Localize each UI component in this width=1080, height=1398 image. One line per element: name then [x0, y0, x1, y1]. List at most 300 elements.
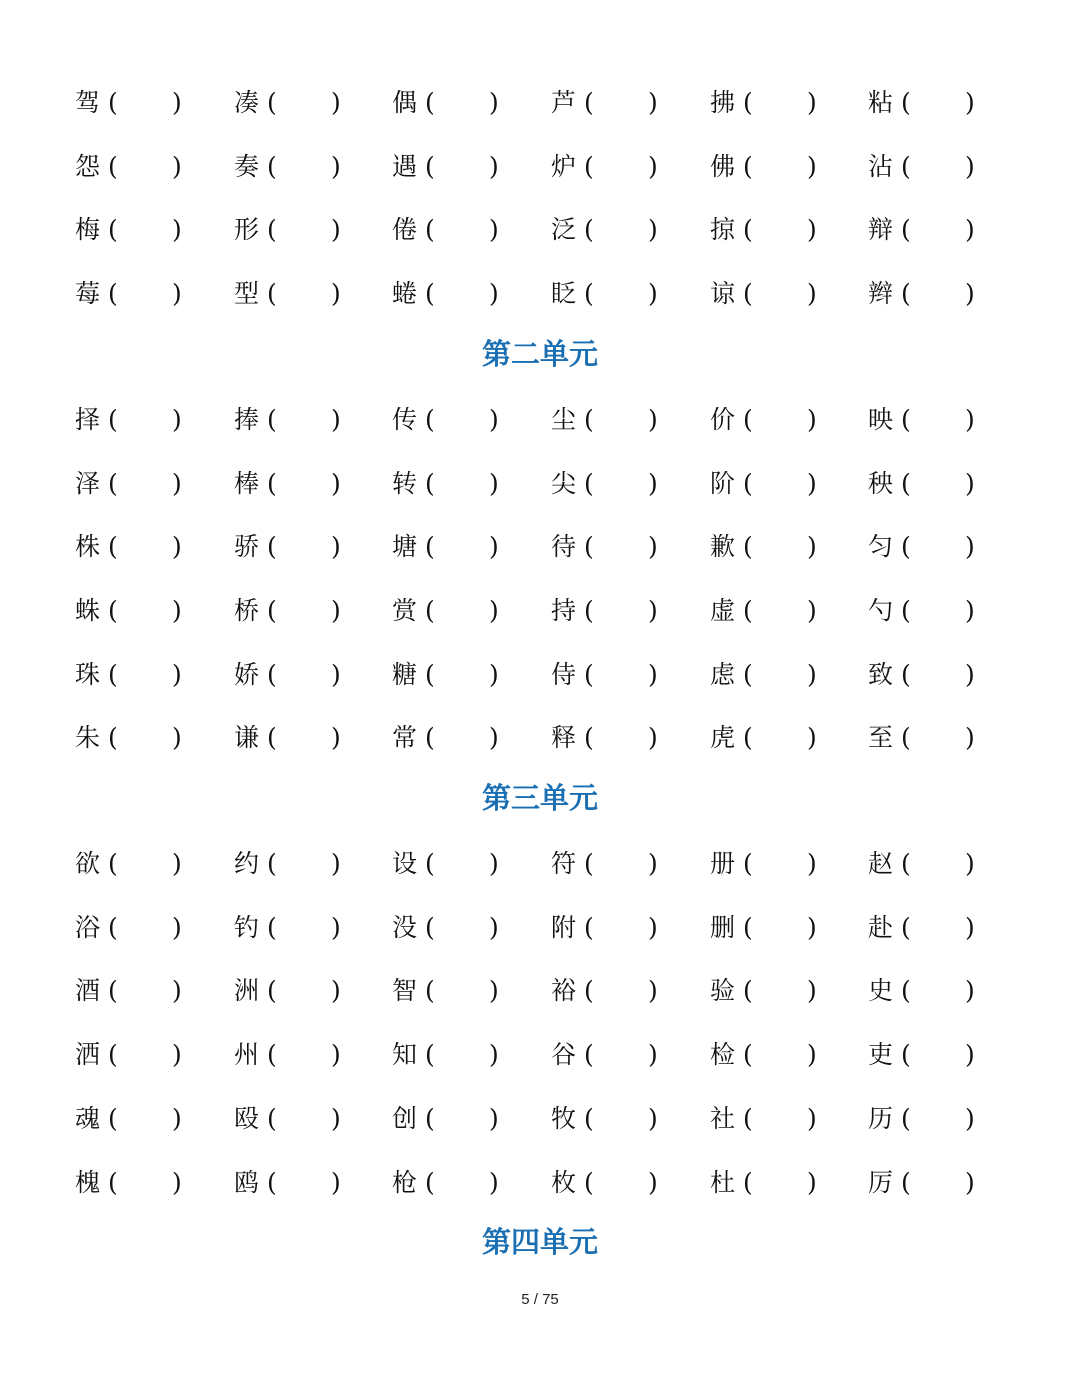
- char-item: [234, 718, 341, 758]
- char-item: [551, 908, 658, 948]
- close-paren: ): [172, 595, 182, 625]
- character: 尘: [551, 404, 577, 434]
- char-item: [868, 527, 975, 567]
- character: 致: [868, 659, 894, 689]
- character: 莓: [75, 279, 101, 309]
- close-paren: ): [807, 532, 817, 562]
- char-item: [392, 527, 499, 567]
- char-row: [0, 844, 1080, 884]
- character: 检: [710, 1040, 736, 1070]
- close-paren: ): [172, 1040, 182, 1070]
- close-paren: ): [489, 595, 499, 625]
- open-paren: (: [901, 595, 911, 625]
- character: 捧: [234, 404, 260, 434]
- close-paren: ): [172, 1167, 182, 1197]
- char-item: [868, 1035, 975, 1075]
- close-paren: ): [807, 468, 817, 498]
- section-title: 第四单元: [481, 1225, 598, 1260]
- character: 沾: [868, 151, 894, 181]
- char-item: [551, 1035, 658, 1075]
- open-paren: (: [584, 215, 594, 245]
- close-paren: ): [489, 532, 499, 562]
- char-row: [0, 1035, 1080, 1075]
- close-paren: ): [648, 1103, 658, 1133]
- close-paren: ): [172, 215, 182, 245]
- char-item: [710, 274, 817, 314]
- character: 洲: [234, 976, 260, 1006]
- open-paren: (: [267, 532, 277, 562]
- open-paren: (: [901, 279, 911, 309]
- close-paren: ): [965, 88, 975, 117]
- close-paren: ): [648, 595, 658, 625]
- char-item: [868, 591, 975, 631]
- character: 泽: [75, 468, 101, 498]
- close-paren: ): [489, 468, 499, 498]
- char-item: [710, 1163, 817, 1203]
- open-paren: (: [108, 595, 118, 625]
- close-paren: ): [807, 1103, 817, 1133]
- open-paren: (: [108, 404, 118, 434]
- char-item: [392, 1099, 499, 1139]
- close-paren: ): [331, 279, 341, 309]
- close-paren: ): [331, 912, 341, 942]
- character: 眨: [551, 279, 577, 309]
- char-item: [551, 971, 658, 1011]
- char-item: [868, 274, 975, 314]
- char-item: [710, 1035, 817, 1075]
- close-paren: ): [489, 88, 499, 117]
- character: 珠: [75, 659, 101, 689]
- close-paren: ): [489, 1040, 499, 1070]
- close-paren: ): [172, 849, 182, 878]
- close-paren: ): [489, 912, 499, 942]
- character: 传: [392, 404, 418, 434]
- open-paren: (: [584, 1167, 594, 1197]
- character: 遇: [392, 151, 418, 181]
- close-paren: ): [172, 976, 182, 1006]
- open-paren: (: [108, 976, 118, 1006]
- char-item: [234, 1035, 341, 1075]
- char-item: [868, 147, 975, 187]
- char-item: [392, 971, 499, 1011]
- close-paren: ): [331, 1040, 341, 1070]
- character: 骄: [234, 532, 260, 562]
- char-item: [710, 655, 817, 695]
- character: 侍: [551, 659, 577, 689]
- char-item: [392, 83, 499, 123]
- close-paren: ): [648, 404, 658, 434]
- close-paren: ): [172, 912, 182, 942]
- character: 倦: [392, 215, 418, 245]
- open-paren: (: [425, 912, 435, 942]
- char-item: [392, 1163, 499, 1203]
- char-item: [75, 147, 182, 187]
- open-paren: (: [584, 912, 594, 942]
- char-item: [75, 1035, 182, 1075]
- close-paren: ): [965, 404, 975, 434]
- char-item: [868, 908, 975, 948]
- char-item: [392, 655, 499, 695]
- character: 偶: [392, 88, 418, 117]
- open-paren: (: [584, 1040, 594, 1070]
- open-paren: (: [425, 151, 435, 181]
- close-paren: ): [807, 88, 817, 117]
- open-paren: (: [743, 468, 753, 498]
- character: 朱: [75, 723, 101, 753]
- open-paren: (: [584, 532, 594, 562]
- open-paren: (: [901, 151, 911, 181]
- close-paren: ): [489, 1103, 499, 1133]
- char-item: [868, 210, 975, 250]
- open-paren: (: [425, 659, 435, 689]
- character: 洒: [75, 1040, 101, 1070]
- open-paren: (: [267, 404, 277, 434]
- close-paren: ): [331, 849, 341, 878]
- character: 糖: [392, 659, 418, 689]
- character: 删: [710, 912, 736, 942]
- open-paren: (: [584, 659, 594, 689]
- char-item: [234, 400, 341, 440]
- open-paren: (: [108, 532, 118, 562]
- char-row: [0, 274, 1080, 314]
- open-paren: (: [108, 723, 118, 753]
- close-paren: ): [965, 468, 975, 498]
- close-paren: ): [965, 849, 975, 878]
- close-paren: ): [331, 595, 341, 625]
- char-item: [710, 908, 817, 948]
- open-paren: (: [584, 595, 594, 625]
- char-row: [0, 400, 1080, 440]
- close-paren: ): [489, 849, 499, 878]
- character: 掠: [710, 215, 736, 245]
- character: 虑: [710, 659, 736, 689]
- open-paren: (: [901, 215, 911, 245]
- char-row: [0, 83, 1080, 123]
- character: 酒: [75, 976, 101, 1006]
- open-paren: (: [425, 1167, 435, 1197]
- open-paren: (: [425, 723, 435, 753]
- open-paren: (: [267, 88, 277, 117]
- char-row: [0, 464, 1080, 504]
- open-paren: (: [425, 1040, 435, 1070]
- char-item: [75, 844, 182, 884]
- close-paren: ): [965, 215, 975, 245]
- char-item: [234, 844, 341, 884]
- char-row: [0, 1163, 1080, 1203]
- character: 塘: [392, 532, 418, 562]
- character: 钓: [234, 912, 260, 942]
- character: 粘: [868, 88, 894, 117]
- character: 谦: [234, 723, 260, 753]
- close-paren: ): [331, 659, 341, 689]
- close-paren: ): [331, 404, 341, 434]
- character: 册: [710, 849, 736, 878]
- open-paren: (: [901, 532, 911, 562]
- section-title: 第三单元: [481, 781, 598, 815]
- close-paren: ): [648, 659, 658, 689]
- char-row: [0, 147, 1080, 187]
- open-paren: (: [425, 1103, 435, 1133]
- character: 娇: [234, 659, 260, 689]
- char-item: [868, 400, 975, 440]
- char-row: [0, 591, 1080, 631]
- open-paren: (: [743, 88, 753, 117]
- open-paren: (: [743, 912, 753, 942]
- char-item: [551, 1099, 658, 1139]
- close-paren: ): [965, 532, 975, 562]
- open-paren: (: [743, 215, 753, 245]
- close-paren: ): [489, 723, 499, 753]
- open-paren: (: [743, 659, 753, 689]
- open-paren: (: [743, 532, 753, 562]
- open-paren: (: [425, 468, 435, 498]
- char-item: [75, 527, 182, 567]
- character: 虚: [710, 595, 736, 625]
- character: 附: [551, 912, 577, 942]
- open-paren: (: [584, 723, 594, 753]
- character: 勺: [868, 595, 894, 625]
- open-paren: (: [267, 279, 277, 309]
- char-item: [551, 844, 658, 884]
- open-paren: (: [584, 468, 594, 498]
- char-item: [234, 83, 341, 123]
- char-row: [0, 527, 1080, 567]
- close-paren: ): [807, 1040, 817, 1070]
- character: 枚: [551, 1167, 577, 1197]
- open-paren: (: [108, 151, 118, 181]
- char-item: [868, 971, 975, 1011]
- character: 谷: [551, 1040, 577, 1070]
- character: 株: [75, 532, 101, 562]
- close-paren: ): [331, 468, 341, 498]
- char-item: [75, 971, 182, 1011]
- close-paren: ): [331, 723, 341, 753]
- open-paren: (: [108, 279, 118, 309]
- close-paren: ): [489, 151, 499, 181]
- open-paren: (: [108, 659, 118, 689]
- char-item: [551, 718, 658, 758]
- char-item: [392, 210, 499, 250]
- page-number: 5 / 75: [521, 1291, 559, 1308]
- open-paren: (: [901, 404, 911, 434]
- open-paren: (: [108, 468, 118, 498]
- close-paren: ): [489, 215, 499, 245]
- char-item: [868, 1099, 975, 1139]
- open-paren: (: [267, 1103, 277, 1133]
- character: 槐: [75, 1167, 101, 1197]
- character: 虎: [710, 723, 736, 753]
- close-paren: ): [965, 723, 975, 753]
- open-paren: (: [267, 849, 277, 878]
- char-item: [551, 147, 658, 187]
- character: 至: [868, 723, 894, 753]
- open-paren: (: [425, 976, 435, 1006]
- open-paren: (: [743, 723, 753, 753]
- character: 蜷: [392, 279, 418, 309]
- character: 佛: [710, 151, 736, 181]
- close-paren: ): [172, 468, 182, 498]
- close-paren: ): [172, 151, 182, 181]
- open-paren: (: [584, 849, 594, 878]
- char-item: [392, 1035, 499, 1075]
- char-item: [868, 844, 975, 884]
- character: 蛛: [75, 595, 101, 625]
- char-item: [551, 83, 658, 123]
- close-paren: ): [489, 659, 499, 689]
- close-paren: ): [489, 404, 499, 434]
- close-paren: ): [172, 1103, 182, 1133]
- character: 枪: [392, 1167, 418, 1197]
- character: 泛: [551, 215, 577, 245]
- open-paren: (: [267, 1040, 277, 1070]
- char-item: [551, 591, 658, 631]
- close-paren: ): [965, 976, 975, 1006]
- close-paren: ): [489, 1167, 499, 1197]
- close-paren: ): [807, 595, 817, 625]
- character: 社: [710, 1103, 736, 1133]
- open-paren: (: [108, 1167, 118, 1197]
- close-paren: ): [648, 279, 658, 309]
- character: 魂: [75, 1103, 101, 1133]
- open-paren: (: [267, 468, 277, 498]
- character: 验: [710, 976, 736, 1006]
- open-paren: (: [267, 151, 277, 181]
- open-paren: (: [901, 468, 911, 498]
- char-item: [710, 718, 817, 758]
- character: 梅: [75, 215, 101, 245]
- character: 尖: [551, 468, 577, 498]
- char-item: [75, 718, 182, 758]
- character: 驾: [75, 88, 101, 117]
- close-paren: ): [331, 976, 341, 1006]
- close-paren: ): [807, 659, 817, 689]
- close-paren: ): [648, 151, 658, 181]
- open-paren: (: [425, 595, 435, 625]
- open-paren: (: [743, 1040, 753, 1070]
- open-paren: (: [108, 849, 118, 878]
- char-item: [75, 1099, 182, 1139]
- char-item: [234, 655, 341, 695]
- character: 裕: [551, 976, 577, 1006]
- char-item: [392, 844, 499, 884]
- close-paren: ): [965, 1103, 975, 1133]
- open-paren: (: [901, 659, 911, 689]
- close-paren: ): [331, 151, 341, 181]
- open-paren: (: [267, 723, 277, 753]
- char-item: [868, 1163, 975, 1203]
- open-paren: (: [425, 279, 435, 309]
- char-item: [75, 591, 182, 631]
- character: 型: [234, 279, 260, 309]
- character: 凑: [234, 88, 260, 117]
- char-row: [0, 718, 1080, 758]
- character: 形: [234, 215, 260, 245]
- close-paren: ): [648, 215, 658, 245]
- char-item: [234, 527, 341, 567]
- char-item: [551, 274, 658, 314]
- character: 价: [710, 404, 736, 434]
- close-paren: ): [648, 1040, 658, 1070]
- character: 杜: [710, 1167, 736, 1197]
- char-item: [234, 971, 341, 1011]
- open-paren: (: [425, 404, 435, 434]
- char-item: [75, 210, 182, 250]
- char-item: [75, 274, 182, 314]
- character: 拂: [710, 88, 736, 117]
- char-row: [0, 1099, 1080, 1139]
- character: 鸥: [234, 1167, 260, 1197]
- character: 殴: [234, 1103, 260, 1133]
- open-paren: (: [743, 279, 753, 309]
- char-row: [0, 655, 1080, 695]
- char-row: [0, 908, 1080, 948]
- close-paren: ): [331, 88, 341, 117]
- close-paren: ): [965, 151, 975, 181]
- character: 持: [551, 595, 577, 625]
- char-item: [710, 464, 817, 504]
- char-row: [0, 971, 1080, 1011]
- character: 辫: [868, 279, 894, 309]
- open-paren: (: [267, 912, 277, 942]
- close-paren: ): [965, 595, 975, 625]
- char-item: [710, 210, 817, 250]
- close-paren: ): [489, 279, 499, 309]
- character: 约: [234, 849, 260, 878]
- char-item: [75, 83, 182, 123]
- open-paren: (: [267, 595, 277, 625]
- character: 吏: [868, 1040, 894, 1070]
- close-paren: ): [172, 723, 182, 753]
- character: 设: [392, 849, 418, 878]
- char-item: [710, 527, 817, 567]
- character: 赴: [868, 912, 894, 942]
- char-item: [710, 83, 817, 123]
- close-paren: ): [965, 1040, 975, 1070]
- close-paren: ): [331, 532, 341, 562]
- close-paren: ): [807, 279, 817, 309]
- character: 释: [551, 723, 577, 753]
- char-item: [392, 274, 499, 314]
- char-item: [551, 210, 658, 250]
- open-paren: (: [425, 849, 435, 878]
- character: 辩: [868, 215, 894, 245]
- open-paren: (: [108, 1103, 118, 1133]
- open-paren: (: [584, 88, 594, 117]
- character: 秧: [868, 468, 894, 498]
- open-paren: (: [743, 1103, 753, 1133]
- char-item: [234, 1163, 341, 1203]
- character: 常: [392, 723, 418, 753]
- char-item: [868, 464, 975, 504]
- close-paren: ): [965, 1167, 975, 1197]
- char-item: [392, 147, 499, 187]
- char-item: [710, 591, 817, 631]
- open-paren: (: [743, 404, 753, 434]
- open-paren: (: [743, 595, 753, 625]
- char-item: [551, 655, 658, 695]
- open-paren: (: [267, 1167, 277, 1197]
- open-paren: (: [267, 659, 277, 689]
- char-item: [75, 400, 182, 440]
- char-item: [234, 274, 341, 314]
- char-item: [392, 464, 499, 504]
- close-paren: ): [172, 659, 182, 689]
- character: 择: [75, 404, 101, 434]
- open-paren: (: [743, 1167, 753, 1197]
- char-item: [551, 527, 658, 567]
- char-item: [551, 1163, 658, 1203]
- close-paren: ): [648, 468, 658, 498]
